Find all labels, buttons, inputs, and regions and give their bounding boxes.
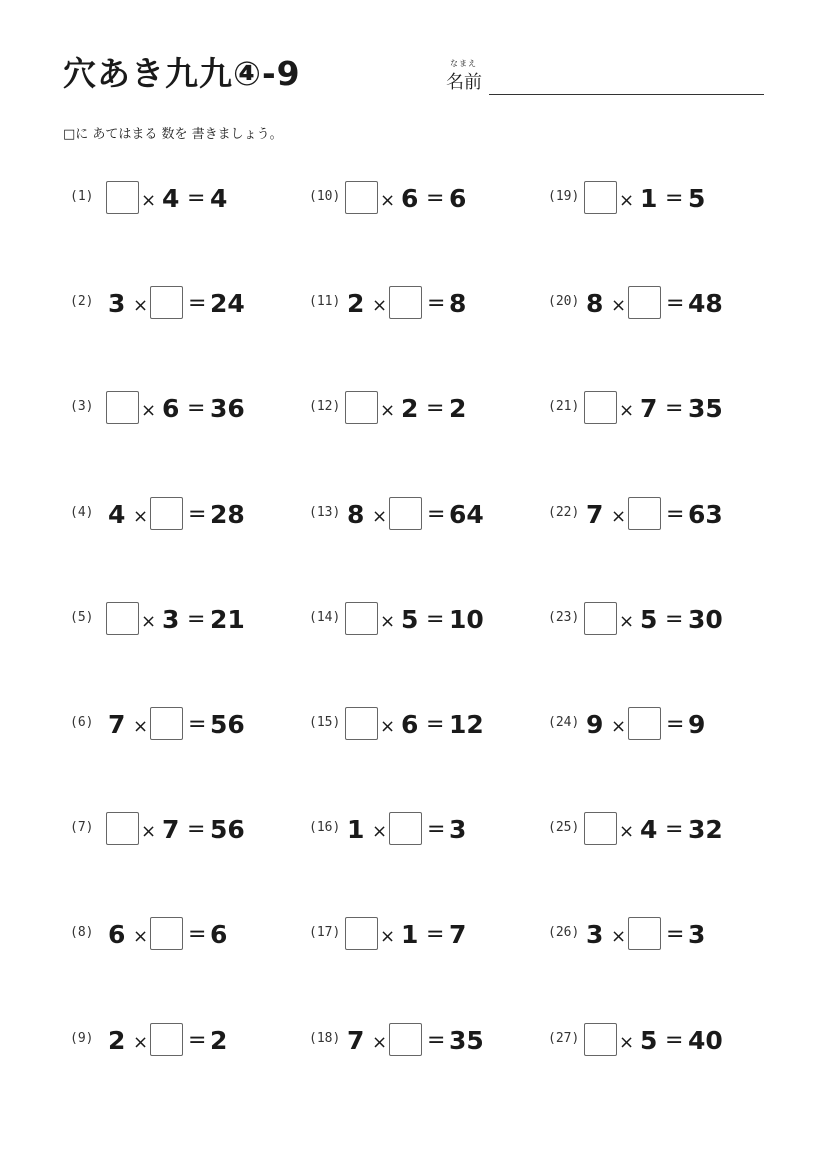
answer-box[interactable] [584,1023,617,1056]
problem-number: (16) [309,820,341,835]
problem-number: (23) [548,610,580,625]
multiplicand-value: 6 [108,920,126,949]
product-value: 7 [449,920,467,949]
times-sign: × [619,1032,635,1053]
problem-number: (9) [70,1031,94,1046]
equals-sign: = [665,607,684,632]
times-sign: × [380,400,396,421]
multiplicand-value: 8 [586,289,604,318]
answer-box[interactable] [150,707,183,740]
problem-number: (5) [70,610,94,625]
problem-number: (13) [309,505,341,520]
problem-number: (18) [309,1031,341,1046]
times-sign: × [372,506,388,527]
equals-sign: = [188,502,207,527]
product-value: 2 [449,394,467,423]
equals-sign: = [427,291,446,316]
worksheet-title: 穴あき九九④-9 [63,54,301,93]
answer-box[interactable] [389,286,422,319]
answer-box[interactable] [345,707,378,740]
problem-number: (1) [70,189,94,204]
problem-number: (22) [548,505,580,520]
product-value: 10 [449,605,484,634]
problem-number: (19) [548,189,580,204]
multiplicand-value: 1 [347,815,365,844]
equals-sign: = [427,817,446,842]
multiplicand-value: 8 [347,500,365,529]
times-sign: × [380,611,396,632]
name-furigana: なまえ [450,59,477,68]
multiplier-value: 4 [162,184,180,213]
problem-number: (4) [70,505,94,520]
product-value: 4 [210,184,228,213]
product-value: 2 [210,1026,228,1055]
equals-sign: = [665,186,684,211]
product-value: 56 [210,710,245,739]
problem-number: (24) [548,715,580,730]
answer-box[interactable] [345,181,378,214]
multiplicand-value: 4 [108,500,126,529]
answer-box[interactable] [345,391,378,424]
answer-box[interactable] [150,497,183,530]
problem-number: (20) [548,294,580,309]
equals-sign: = [426,396,445,421]
multiplicand-value: 2 [347,289,365,318]
answer-box[interactable] [345,917,378,950]
problem-number: (26) [548,925,580,940]
product-value: 32 [688,815,723,844]
answer-box[interactable] [106,391,139,424]
multiplier-value: 6 [401,184,419,213]
multiplier-value: 2 [401,394,419,423]
multiplicand-value: 7 [108,710,126,739]
times-sign: × [611,926,627,947]
equals-sign: = [426,607,445,632]
equals-sign: = [666,922,685,947]
equals-sign: = [187,607,206,632]
multiplier-value: 7 [162,815,180,844]
answer-box[interactable] [106,812,139,845]
problem-number: (25) [548,820,580,835]
multiplier-value: 5 [640,605,658,634]
name-write-line[interactable] [489,94,764,95]
answer-box[interactable] [628,497,661,530]
answer-box[interactable] [106,602,139,635]
problem-number: (2) [70,294,94,309]
equals-sign: = [427,1028,446,1053]
multiplier-value: 5 [401,605,419,634]
multiplier-value: 3 [162,605,180,634]
equals-sign: = [188,1028,207,1053]
times-sign: × [380,926,396,947]
answer-box[interactable] [150,1023,183,1056]
times-sign: × [141,400,157,421]
name-area [446,58,766,98]
product-value: 5 [688,184,706,213]
problem-number: (11) [309,294,341,309]
times-sign: × [133,926,149,947]
product-value: 64 [449,500,484,529]
times-sign: × [380,716,396,737]
product-value: 21 [210,605,245,634]
equals-sign: = [187,817,206,842]
times-sign: × [133,1032,149,1053]
answer-box[interactable] [389,812,422,845]
multiplicand-value: 7 [347,1026,365,1055]
product-value: 63 [688,500,723,529]
problem-number: (10) [309,189,341,204]
times-sign: × [372,295,388,316]
equals-sign: = [426,922,445,947]
equals-sign: = [188,922,207,947]
problem-number: (8) [70,925,94,940]
times-sign: × [619,400,635,421]
multiplier-value: 1 [401,920,419,949]
product-value: 40 [688,1026,723,1055]
product-value: 56 [210,815,245,844]
problem-number: (14) [309,610,341,625]
product-value: 35 [688,394,723,423]
multiplier-value: 6 [162,394,180,423]
times-sign: × [611,295,627,316]
multiplicand-value: 7 [586,500,604,529]
times-sign: × [611,716,627,737]
times-sign: × [133,716,149,737]
times-sign: × [380,190,396,211]
product-value: 6 [210,920,228,949]
equals-sign: = [426,712,445,737]
multiplicand-value: 3 [108,289,126,318]
answer-box[interactable] [628,917,661,950]
answer-box[interactable] [389,497,422,530]
equals-sign: = [665,1028,684,1053]
problem-number: (21) [548,399,580,414]
answer-box[interactable] [584,391,617,424]
product-value: 48 [688,289,723,318]
product-value: 3 [449,815,467,844]
equals-sign: = [427,502,446,527]
equals-sign: = [188,712,207,737]
problem-number: (7) [70,820,94,835]
answer-box[interactable] [584,181,617,214]
equals-sign: = [188,291,207,316]
product-value: 35 [449,1026,484,1055]
product-value: 24 [210,289,245,318]
equals-sign: = [187,396,206,421]
multiplier-value: 4 [640,815,658,844]
name-label: 名前 [446,72,482,93]
instruction-text: □に あてはまる 数を 書きましょう。 [63,127,283,142]
multiplier-value: 5 [640,1026,658,1055]
answer-box[interactable] [150,286,183,319]
answer-box[interactable] [628,707,661,740]
product-value: 36 [210,394,245,423]
times-sign: × [619,611,635,632]
answer-box[interactable] [345,602,378,635]
times-sign: × [141,821,157,842]
product-value: 8 [449,289,467,318]
times-sign: × [141,190,157,211]
product-value: 6 [449,184,467,213]
equals-sign: = [666,291,685,316]
times-sign: × [133,506,149,527]
times-sign: × [133,295,149,316]
equals-sign: = [665,817,684,842]
times-sign: × [372,821,388,842]
times-sign: × [141,611,157,632]
problem-number: (3) [70,399,94,414]
multiplicand-value: 9 [586,710,604,739]
product-value: 12 [449,710,484,739]
answer-box[interactable] [584,602,617,635]
equals-sign: = [665,396,684,421]
product-value: 9 [688,710,706,739]
problem-number: (12) [309,399,341,414]
answer-box[interactable] [150,917,183,950]
product-value: 28 [210,500,245,529]
times-sign: × [619,821,635,842]
problem-number: (27) [548,1031,580,1046]
multiplier-value: 1 [640,184,658,213]
answer-box[interactable] [106,181,139,214]
answer-box[interactable] [628,286,661,319]
equals-sign: = [187,186,206,211]
multiplicand-value: 3 [586,920,604,949]
product-value: 3 [688,920,706,949]
equals-sign: = [666,712,685,737]
equals-sign: = [666,502,685,527]
problem-number: (15) [309,715,341,730]
multiplier-value: 6 [401,710,419,739]
problem-number: (17) [309,925,341,940]
times-sign: × [372,1032,388,1053]
product-value: 30 [688,605,723,634]
multiplicand-value: 2 [108,1026,126,1055]
problem-number: (6) [70,715,94,730]
times-sign: × [619,190,635,211]
answer-box[interactable] [584,812,617,845]
multiplier-value: 7 [640,394,658,423]
equals-sign: = [426,186,445,211]
answer-box[interactable] [389,1023,422,1056]
times-sign: × [611,506,627,527]
